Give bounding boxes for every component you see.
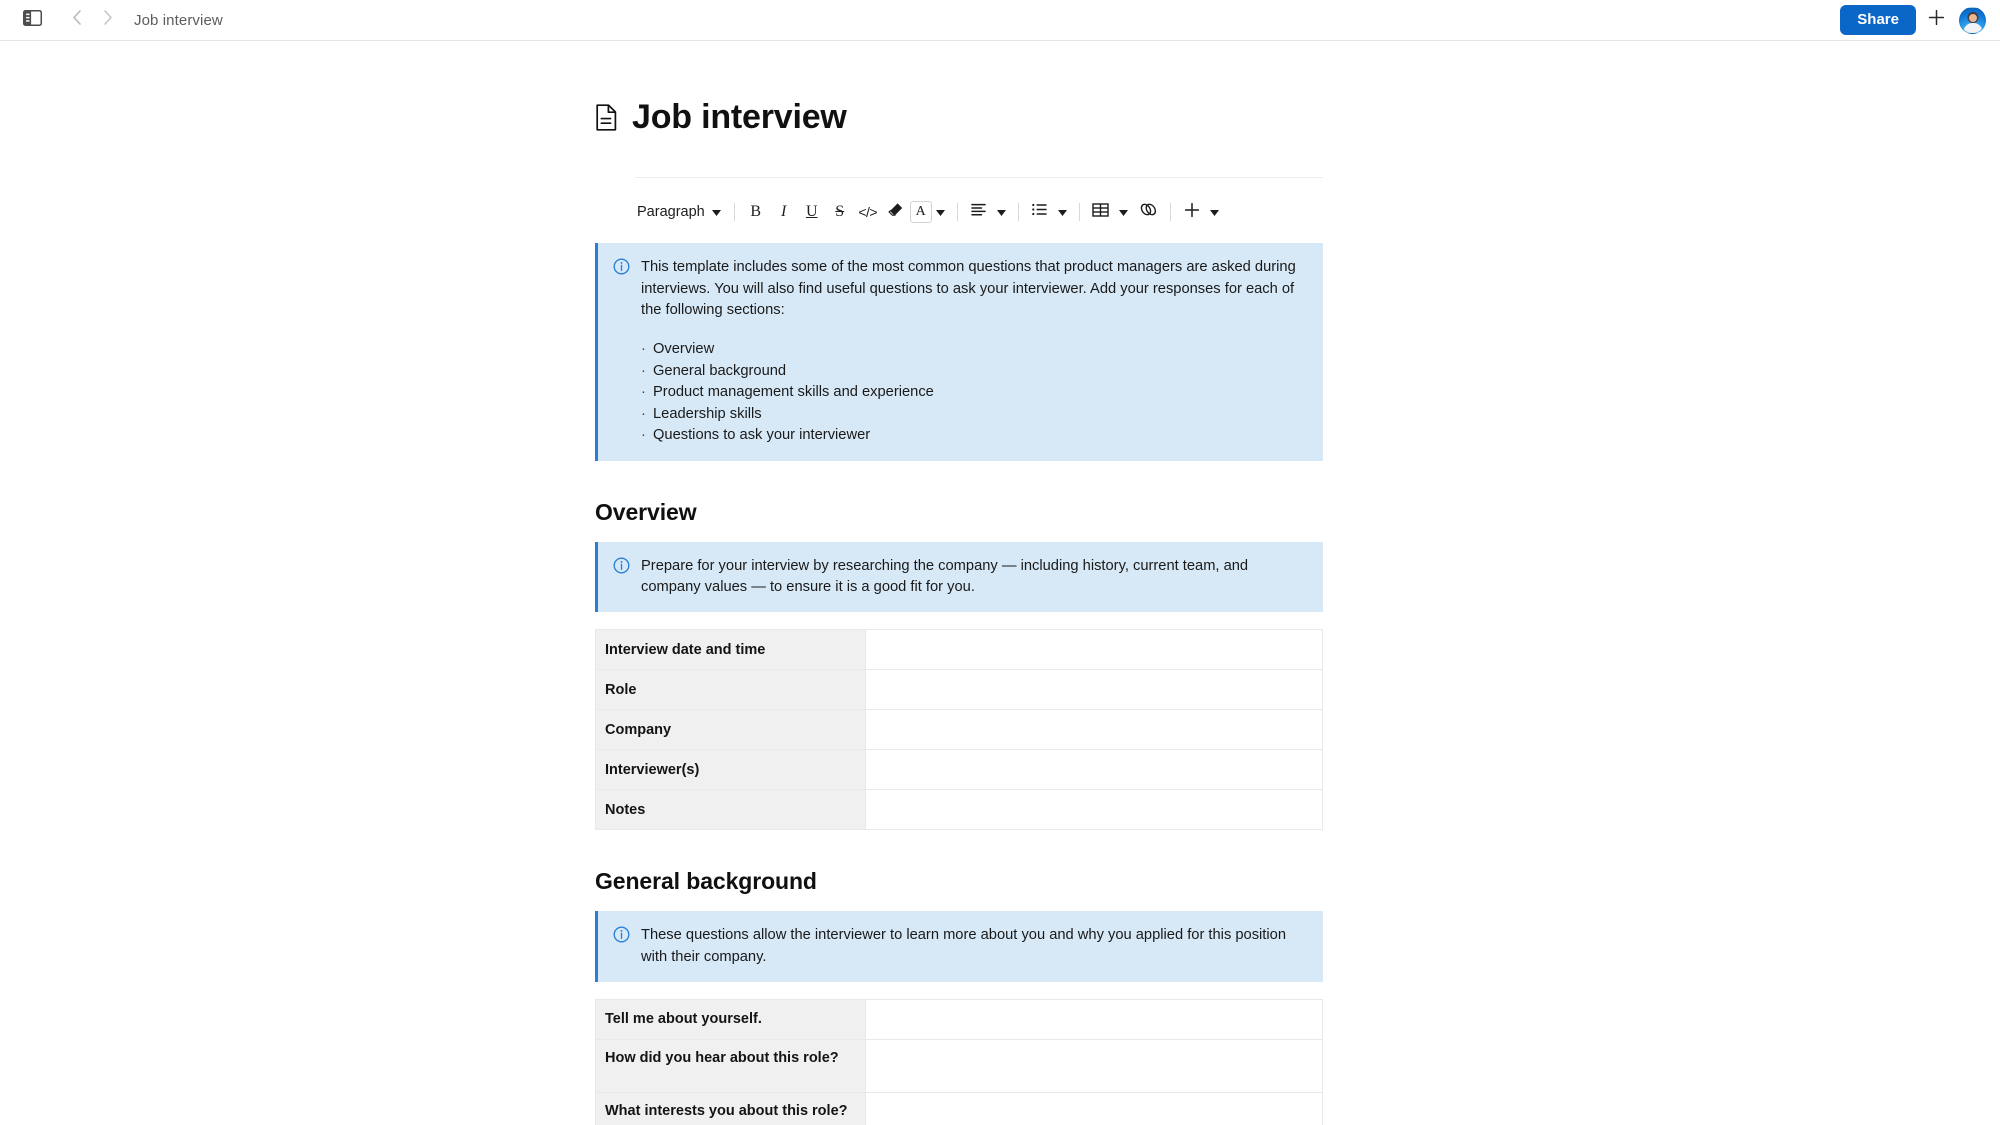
table-cell-value[interactable] <box>866 670 1323 710</box>
strikethrough-icon: S <box>835 203 845 221</box>
table-cell-label[interactable]: Tell me about yourself. <box>596 999 866 1039</box>
document-scroll-area[interactable] <box>0 41 2000 1125</box>
table-cell-value[interactable] <box>866 1092 1323 1125</box>
add-button[interactable] <box>1916 4 1956 36</box>
document-page-icon <box>595 104 618 131</box>
align-button[interactable] <box>965 198 993 226</box>
paragraph-style-label: Paragraph <box>637 204 705 221</box>
nav-forward-button[interactable] <box>92 5 122 35</box>
table-cell-value[interactable] <box>866 790 1323 830</box>
table-row[interactable] <box>596 1039 1323 1092</box>
overview-callout-text: Prepare for your interview by researching the company — including history, current team, and company values — to ensure it is a good fit for you. <box>641 557 1249 595</box>
general-background-callout-text: These questions allow the interviewer to learn more about you and why you applied for this position with their company. <box>641 927 1286 965</box>
plus-icon <box>1928 9 1945 31</box>
sidebar-panel-icon <box>23 10 42 31</box>
page-title[interactable]: Job interview <box>632 98 847 136</box>
insert-dropdown[interactable] <box>1206 198 1224 226</box>
list-item: · Product management skills and experience <box>641 382 1307 403</box>
italic-button[interactable] <box>770 198 798 226</box>
avatar-face <box>1969 14 1977 22</box>
plus-icon <box>1184 202 1200 223</box>
caret-down-icon <box>1210 203 1219 221</box>
top-app-bar <box>0 0 2000 41</box>
section-heading-general-background[interactable]: General background <box>595 868 817 895</box>
caret-down-icon <box>1058 203 1067 221</box>
overview-table[interactable] <box>595 629 1323 830</box>
topbar-right-group <box>1840 4 1986 36</box>
document-title-row <box>595 99 1323 136</box>
text-color-icon: A <box>910 201 932 223</box>
table-row[interactable] <box>596 710 1323 750</box>
table-cell-label[interactable]: Interviewer(s) <box>596 750 866 790</box>
table-cell-value[interactable] <box>866 630 1323 670</box>
strikethrough-button[interactable] <box>826 198 854 226</box>
bulleted-list-icon <box>1031 202 1048 222</box>
italic-icon: I <box>781 203 787 221</box>
breadcrumb[interactable]: Job interview <box>134 11 223 29</box>
table-cell-label[interactable]: Notes <box>596 790 866 830</box>
code-button[interactable] <box>854 198 882 226</box>
table-row[interactable] <box>596 790 1323 830</box>
table-cell-label[interactable]: Company <box>596 710 866 750</box>
underline-button[interactable] <box>798 198 826 226</box>
toolbar-divider <box>734 203 735 221</box>
table-cell-label[interactable]: How did you hear about this role? <box>596 1039 866 1092</box>
bold-icon: B <box>750 203 762 221</box>
general-background-callout[interactable] <box>595 911 1323 982</box>
intro-callout-body <box>641 257 1307 446</box>
table-row[interactable] <box>596 999 1323 1039</box>
table-row[interactable] <box>596 750 1323 790</box>
caret-down-icon <box>997 203 1006 221</box>
info-circle-icon <box>613 258 630 280</box>
intro-callout-list <box>641 339 1307 446</box>
caret-down-icon <box>936 203 945 221</box>
toolbar-divider <box>1018 203 1019 221</box>
text-color-button[interactable] <box>910 198 932 226</box>
overview-callout[interactable] <box>595 542 1323 613</box>
caret-down-icon <box>1119 203 1128 221</box>
table-row[interactable] <box>596 1092 1323 1125</box>
link-button[interactable] <box>1135 198 1163 226</box>
title-divider <box>635 177 1323 178</box>
eraser-icon <box>887 201 904 223</box>
table-dropdown[interactable] <box>1115 198 1133 226</box>
bold-button[interactable] <box>742 198 770 226</box>
list-dropdown[interactable] <box>1054 198 1072 226</box>
editor-toolbar <box>635 197 1323 227</box>
align-dropdown[interactable] <box>993 198 1011 226</box>
code-icon: </> <box>858 204 878 221</box>
chevron-left-icon <box>71 9 84 31</box>
avatar-body <box>1963 23 1982 34</box>
table-row[interactable] <box>596 630 1323 670</box>
table-row[interactable] <box>596 670 1323 710</box>
table-cell-value[interactable] <box>866 750 1323 790</box>
general-background-table[interactable] <box>595 999 1323 1125</box>
align-left-icon <box>970 202 987 222</box>
paragraph-style-dropdown[interactable] <box>635 198 727 226</box>
sidebar-toggle-button[interactable] <box>16 4 48 36</box>
share-button[interactable]: Share <box>1840 5 1916 35</box>
avatar[interactable] <box>1959 7 1986 34</box>
table-cell-value[interactable] <box>866 1039 1323 1092</box>
text-color-dropdown[interactable] <box>932 198 950 226</box>
topbar-left-group <box>16 4 223 36</box>
info-circle-icon <box>613 926 630 948</box>
table-icon <box>1092 202 1109 223</box>
section-heading-overview[interactable]: Overview <box>595 498 697 525</box>
intro-callout-text: This template includes some of the most common questions that product managers are asked during interviews. You will also find useful questions to ask your interviewer. Add your responses for each of the following sections: <box>641 259 1296 319</box>
list-item: · Questions to ask your interviewer <box>641 425 1307 446</box>
list-item: · Leadership skills <box>641 404 1307 425</box>
underline-icon: U <box>805 203 818 221</box>
intro-callout[interactable] <box>595 243 1323 460</box>
toolbar-divider <box>957 203 958 221</box>
clear-formatting-button[interactable] <box>882 198 910 226</box>
caret-down-icon <box>712 204 721 220</box>
insert-button[interactable] <box>1178 198 1206 226</box>
document-column <box>595 41 1323 1125</box>
chevron-right-icon <box>101 9 114 31</box>
table-cell-value[interactable] <box>866 999 1323 1039</box>
list-button[interactable] <box>1026 198 1054 226</box>
list-item: · General background <box>641 361 1307 382</box>
table-button[interactable] <box>1087 198 1115 226</box>
toolbar-divider <box>1079 203 1080 221</box>
table-cell-label[interactable]: What interests you about this role? <box>596 1092 866 1125</box>
info-circle-icon <box>613 557 630 579</box>
table-cell-label[interactable]: Role <box>596 670 866 710</box>
toolbar-divider <box>1170 203 1171 221</box>
nav-back-button[interactable] <box>62 5 92 35</box>
link-icon <box>1139 201 1158 223</box>
table-cell-label[interactable]: Interview date and time <box>596 630 866 670</box>
list-item: · Overview <box>641 339 1307 360</box>
table-cell-value[interactable] <box>866 710 1323 750</box>
